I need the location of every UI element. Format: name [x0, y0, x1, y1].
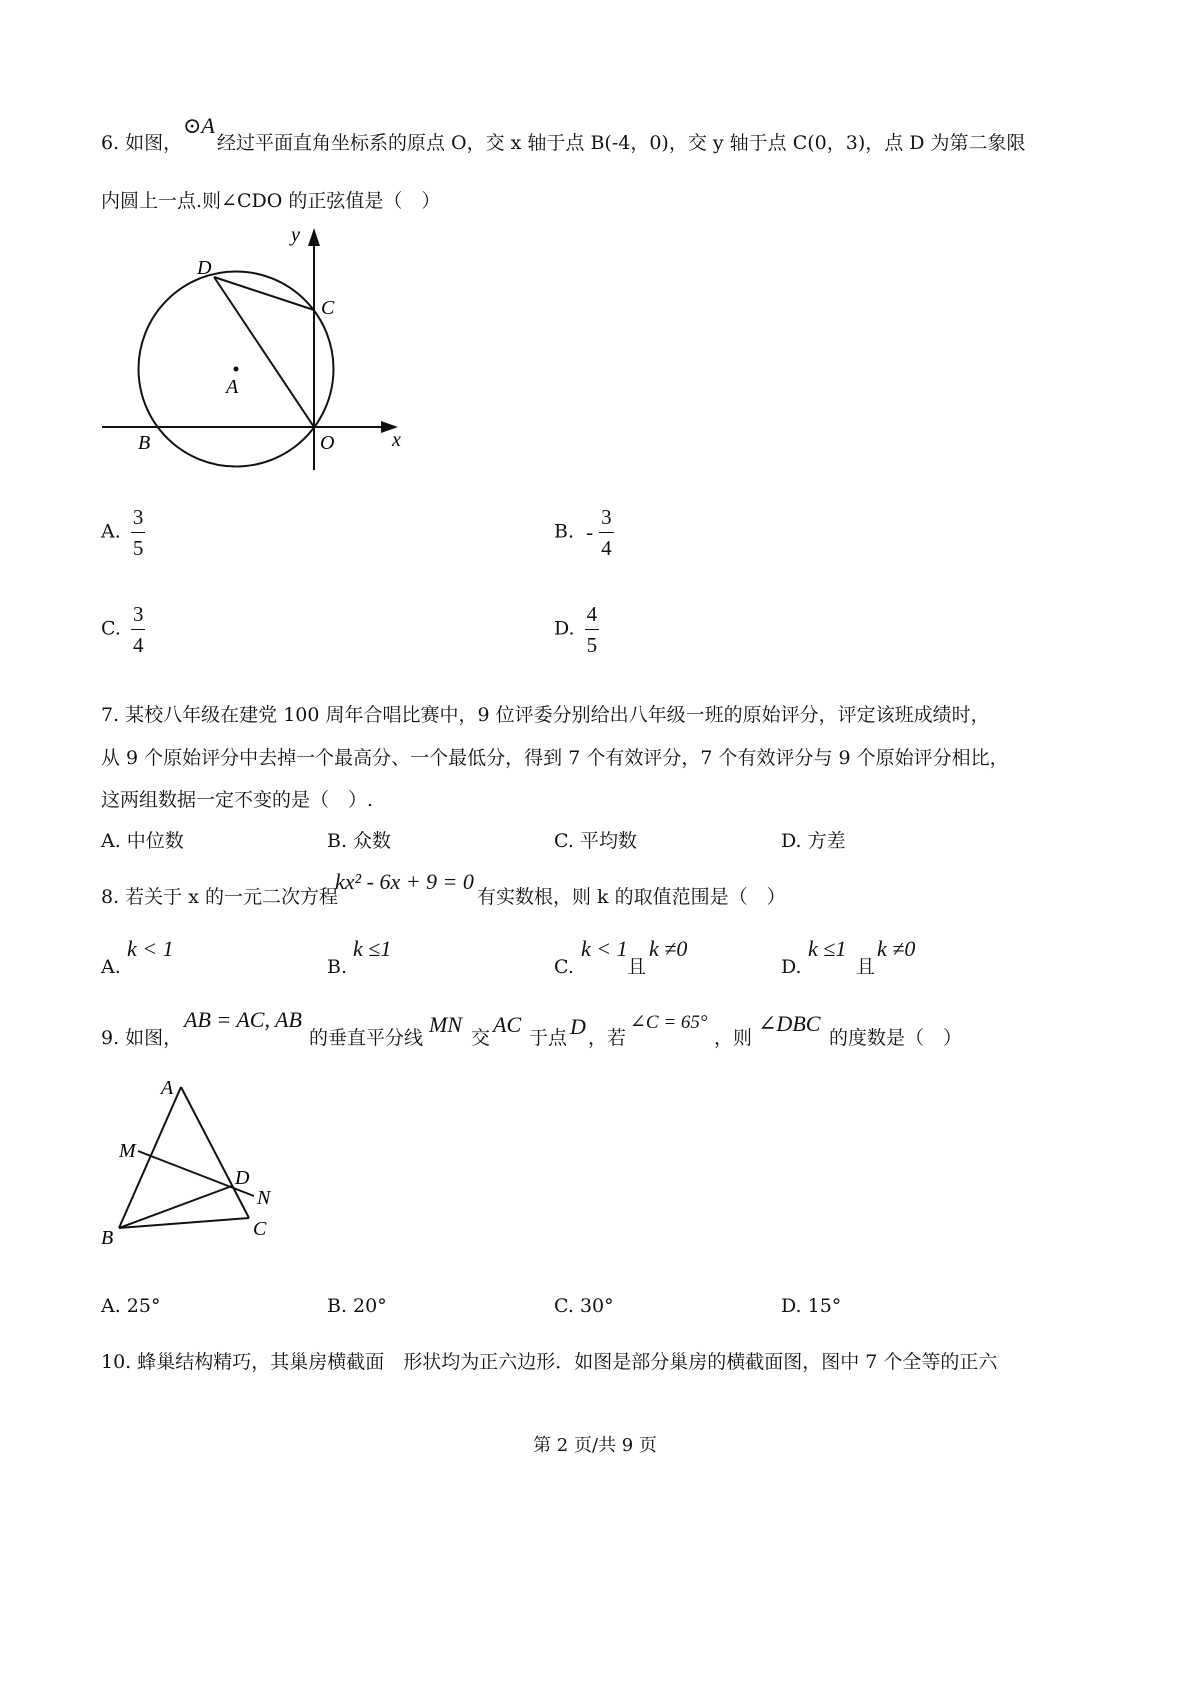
fig6-label-y: y [291, 224, 300, 246]
q9-option-c: C. 30° [554, 1295, 614, 1317]
q9-expr-angle-dbc: ∠DBC [758, 1011, 821, 1036]
circle-a-symbol: ⊙A [183, 113, 215, 138]
q7-line2: 从 9 个原始评分中去掉一个最高分、一个最低分，得到 7 个有效评分，7 个有效评分与 9 个原始评分相比， [101, 747, 1009, 769]
q8-option-b-expr: k ≤1 [353, 936, 392, 961]
q6-number: 6. 如图， [101, 132, 183, 154]
q8-suffix: 有实数根，则 k 的取值范围是（ ） [477, 886, 786, 908]
page-footer: 第 2 页/共 9 页 [533, 1435, 657, 1456]
q6-line1: 经过平面直角坐标系的原点 O，交 x 轴于点 B(-4，0)，交 y 轴于点 C(0，3)，点 D 为第二象限 [217, 132, 1026, 154]
fraction: $\frac{3}{4}$ [132, 602, 144, 657]
q9-figure [95, 1070, 295, 1250]
q6-figure [95, 222, 425, 482]
q9-expr-ac: AC [493, 1012, 522, 1037]
fraction: $\frac{3}{5}$ [132, 505, 144, 560]
q7-line1: 7. 某校八年级在建党 100 周年合唱比赛中，9 位评委分别给出八年级一班的原始评分，评定该班成绩时， [101, 704, 990, 726]
q9-text5: ，则 [714, 1027, 753, 1049]
q9-expr-ab-ac: AB = AC, AB [184, 1007, 302, 1032]
q9-text2: 交 [471, 1027, 491, 1049]
fig6-label-o: O [320, 432, 335, 454]
fig9-label-c: C [253, 1218, 267, 1240]
q6-line2: 内圆上一点.则∠CDO 的正弦值是（ ） [101, 190, 441, 212]
q6-option-b: B. - $\frac{3}{4}$ [554, 505, 612, 560]
q9-text6: 的度数是（ ） [829, 1027, 963, 1049]
q9-number: 9. 如图， [101, 1027, 183, 1049]
q8-option-c-and: 且 [627, 956, 647, 978]
q6-option-a: A. $\frac{3}{5}$ [101, 505, 144, 560]
fraction: $\frac{4}{5}$ [586, 602, 598, 657]
q9-expr-angle-c: ∠C = 65° [630, 1012, 708, 1033]
q8-option-c-label: C. [554, 956, 574, 978]
fig6-label-a: A [226, 376, 239, 398]
fig9-label-b: B [101, 1227, 114, 1249]
q9-text3: 于点 [529, 1027, 568, 1049]
q7-option-c: C. 平均数 [554, 830, 637, 852]
q9-option-a: A. 25° [101, 1295, 161, 1317]
fig9-label-a: A [161, 1077, 174, 1099]
q8-option-d-label: D. [781, 956, 802, 978]
fig6-label-x: x [392, 429, 401, 451]
fig9-label-d: D [235, 1167, 250, 1189]
fig6-label-d: D [197, 257, 212, 279]
q8-option-a-label: A. [101, 956, 121, 978]
fig6-label-b: B [138, 432, 151, 454]
q9-text4: ，若 [588, 1027, 627, 1049]
q9-option-b: B. 20° [327, 1295, 387, 1317]
q7-line3: 这两组数据一定不变的是（ ）. [101, 789, 374, 811]
q9-expr-d: D [570, 1014, 586, 1039]
q9-text1: 的垂直平分线 [309, 1027, 424, 1049]
fig9-label-n: N [257, 1187, 271, 1209]
q10-line1: 10. 蜂巢结构精巧，其巢房横截面 形状均为正六边形．如图是部分巢房的横截面图，图中 7 个全等的正六 [101, 1351, 998, 1373]
fig6-label-c: C [321, 297, 335, 319]
q8-option-c-expr: k < 1 [581, 936, 628, 961]
q8-equation: kx² - 6x + 9 = 0 [335, 869, 474, 894]
q8-option-b-label: B. [327, 956, 348, 978]
q8-option-c-expr2: k ≠0 [649, 936, 688, 961]
q9-expr-mn: MN [429, 1012, 462, 1037]
q7-option-d: D. 方差 [781, 830, 846, 852]
q8-option-d-expr2: k ≠0 [877, 936, 916, 961]
q7-option-b: B. 众数 [327, 830, 392, 852]
fraction: $\frac{3}{4}$ [601, 505, 612, 560]
q9-option-d: D. 15° [781, 1295, 842, 1317]
fig9-label-m: M [119, 1140, 136, 1162]
q8-option-a-expr: k < 1 [127, 936, 174, 961]
q8-option-d-and: 且 [856, 956, 876, 978]
q6-option-d: D. $\frac{4}{5}$ [554, 602, 598, 657]
q6-option-c: C. $\frac{3}{4}$ [101, 602, 144, 657]
q8-prefix: 8. 若关于 x 的一元二次方程 [101, 886, 338, 908]
q8-option-d-expr: k ≤1 [808, 936, 847, 961]
q7-option-a: A. 中位数 [101, 830, 184, 852]
